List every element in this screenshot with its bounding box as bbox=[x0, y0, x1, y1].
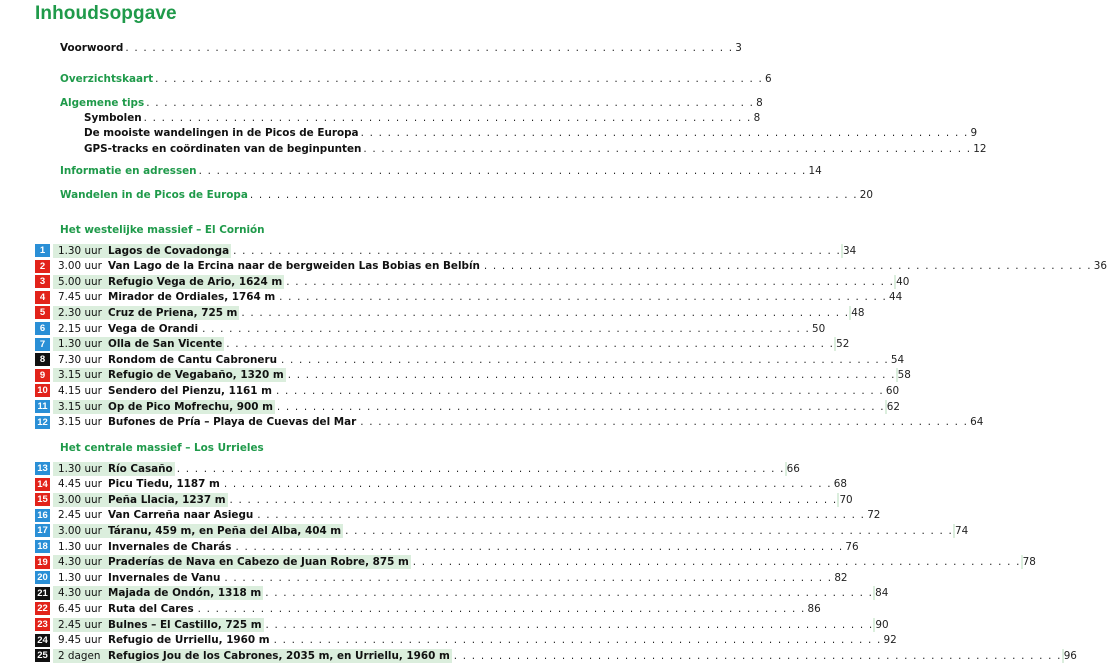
dot-leader: . . . . . . . . . . . . . . . . . . . . . . . . . . . . . . . . . . . . . . . . . . . . . . . . . . . . . . . . . . . . . . . . . . . . bbox=[273, 634, 882, 647]
route-name: Cruz de Priena, 725 m bbox=[108, 306, 238, 319]
route-band bbox=[53, 508, 880, 522]
route-row[interactable] bbox=[35, 368, 911, 383]
dot-leader: . . . . . . . . . . . . . . . . . . . . . . . . . . . . . . . . . . . . . . . . . . . . . . . . . . . . . . . . . . . . . . . . . . . . bbox=[363, 143, 972, 155]
route-row[interactable] bbox=[35, 259, 1107, 274]
route-page: 60 bbox=[885, 384, 900, 397]
route-band bbox=[53, 384, 899, 398]
route-duration: 4.45 uur bbox=[58, 478, 102, 491]
route-band bbox=[53, 337, 849, 351]
route-row[interactable] bbox=[35, 399, 901, 414]
route-row[interactable] bbox=[35, 274, 910, 289]
route-row[interactable] bbox=[35, 508, 881, 523]
route-band bbox=[53, 462, 800, 476]
dot-leader: . . . . . . . . . . . . . . . . . . . . . . . . . . . . . . . . . . . . . . . . . . . . . . . . . . . . . . . . . . . . . . . . . . . . bbox=[125, 42, 734, 54]
dot-leader: . . . . . . . . . . . . . . . . . . . . . . . . . . . . . . . . . . . . . . . . . . . . . . . . . . . . . . . . . . . . . . . . . . . . bbox=[202, 322, 810, 335]
route-band bbox=[53, 524, 968, 538]
dot-leader: . . . . . . . . . . . . . . . . . . . . . . . . . . . . . . . . . . . . . . . . . . . . . . . . . . . . . . . . . . . . . . . . . . . . bbox=[229, 493, 838, 506]
toc-entry-title: GPS-tracks en coördinaten van de beginpunten bbox=[84, 143, 362, 155]
toc-entry-title: Overzichtskaart bbox=[60, 73, 154, 85]
route-band bbox=[53, 571, 848, 585]
dot-leader: . . . . . . . . . . . . . . . . . . . . . . . . . . . . . . . . . . . . . . . . . . . . . . . . . . . . . . . . . . . . . . . . . . . . bbox=[223, 478, 832, 491]
route-number-badge: 2 bbox=[35, 260, 50, 273]
route-row[interactable] bbox=[35, 383, 900, 398]
toc-entry[interactable] bbox=[60, 40, 742, 55]
route-band bbox=[53, 244, 856, 258]
route-number-badge: 21 bbox=[35, 587, 50, 600]
toc-entry[interactable] bbox=[60, 163, 822, 178]
route-band bbox=[53, 259, 1107, 273]
route-number-badge: 11 bbox=[35, 400, 50, 413]
route-duration: 3.15 uur bbox=[58, 416, 102, 429]
route-duration: 1.30 uur bbox=[58, 338, 102, 351]
toc-entry-title: Wandelen in de Picos de Europa bbox=[60, 189, 248, 201]
route-name: Refugio de Vegabaño, 1320 m bbox=[108, 369, 284, 382]
dot-leader: . . . . . . . . . . . . . . . . . . . . . . . . . . . . . . . . . . . . . . . . . . . . . . . . . . . . . . . . . . . . . . . . . . . . bbox=[287, 369, 896, 382]
route-row[interactable] bbox=[35, 633, 897, 648]
dot-leader: . . . . . . . . . . . . . . . . . . . . . . . . . . . . . . . . . . . . . . . . . . . . . . . . . . . . . . . . . . . . . . . . . . . . bbox=[233, 244, 841, 257]
route-name: Mirador de Ordiales, 1764 m bbox=[108, 291, 276, 304]
route-duration: 9.45 uur bbox=[58, 634, 102, 647]
route-duration: 3.15 uur bbox=[58, 400, 102, 413]
route-name: Op de Pico Mofrechu, 900 m bbox=[108, 400, 273, 413]
route-number-badge: 25 bbox=[35, 649, 50, 662]
route-band bbox=[53, 275, 909, 289]
toc-entry-page: 9 bbox=[970, 127, 978, 139]
route-number-badge: 22 bbox=[35, 602, 50, 615]
dot-leader: . . . . . . . . . . . . . . . . . . . . . . . . . . . . . . . . . . . . . . . . . . . . . . . . . . . . . . . . . . . . . . . . . . . . bbox=[265, 618, 874, 631]
dot-leader: . . . . . . . . . . . . . . . . . . . . . . . . . . . . . . . . . . . . . . . . . . . . . . . . . . . . . . . . . . . . . . . . . . . . bbox=[279, 291, 888, 304]
dot-leader: . . . . . . . . . . . . . . . . . . . . . . . . . . . . . . . . . . . . . . . . . . . . . . . . . . . . . . . . . . . . . . . . . . . . bbox=[235, 540, 844, 553]
route-duration: 1.30 uur bbox=[58, 462, 102, 475]
route-page: 40 bbox=[896, 275, 910, 288]
route-row[interactable] bbox=[35, 555, 1036, 570]
route-number-badge: 3 bbox=[35, 275, 50, 288]
dot-leader: . . . . . . . . . . . . . . . . . . . . . . . . . . . . . . . . . . . . . . . . . . . . . . . . . . . . . . . . . . . . . . . . . . . . bbox=[275, 384, 884, 397]
route-duration: 2 dagen bbox=[58, 649, 101, 662]
route-page: 78 bbox=[1022, 556, 1036, 569]
route-number-badge: 15 bbox=[35, 493, 50, 506]
route-band bbox=[53, 493, 853, 507]
route-number-badge: 10 bbox=[35, 384, 50, 397]
route-duration: 3.15 uur bbox=[58, 369, 102, 382]
route-duration: 1.30 uur bbox=[58, 571, 102, 584]
dot-leader: . . . . . . . . . . . . . . . . . . . . . . . . . . . . . . . . . . . . . . . . . . . . . . . . . . . . . . . . . . . . . . . . . . . . bbox=[224, 571, 833, 584]
route-page: 62 bbox=[886, 400, 901, 413]
route-name: Refugios Jou de los Cabrones, 2035 m, en Urriellu, 1960 m bbox=[108, 649, 450, 662]
route-duration: 1.30 uur bbox=[58, 244, 102, 257]
route-band bbox=[53, 602, 821, 616]
route-row[interactable] bbox=[35, 337, 850, 352]
route-row[interactable] bbox=[35, 321, 826, 336]
dot-leader: . . . . . . . . . . . . . . . . . . . . . . . . . . . . . . . . . . . . . . . . . . . . . . . . . . . . . . . . . . . . . . . . . . . . bbox=[412, 556, 1021, 569]
toc-entry-page: 20 bbox=[859, 189, 873, 201]
route-duration: 4.30 uur bbox=[58, 587, 102, 600]
route-duration: 2.30 uur bbox=[58, 306, 102, 319]
route-band bbox=[53, 618, 889, 632]
toc-entry-title: Informatie en adressen bbox=[60, 165, 197, 177]
route-number-badge: 20 bbox=[35, 571, 50, 584]
route-row[interactable] bbox=[35, 352, 905, 367]
route-row[interactable] bbox=[35, 523, 969, 538]
route-number-badge: 17 bbox=[35, 524, 50, 537]
route-number-badge: 12 bbox=[35, 416, 50, 429]
route-duration: 4.30 uur bbox=[58, 556, 102, 569]
dot-leader: . . . . . . . . . . . . . . . . . . . . . . . . . . . . . . . . . . . . . . . . . . . . . . . . . . . . . . . . . . . . . . . . . . . . bbox=[360, 127, 969, 139]
route-page: 84 bbox=[875, 587, 889, 600]
route-row[interactable] bbox=[35, 492, 853, 507]
route-page: 54 bbox=[890, 353, 905, 366]
route-duration: 2.45 uur bbox=[58, 509, 102, 522]
route-page: 64 bbox=[970, 416, 984, 429]
section-heading: Het centrale massief – Los Urrieles bbox=[60, 442, 264, 454]
route-duration: 3.00 uur bbox=[58, 493, 102, 506]
route-duration: 6.45 uur bbox=[58, 602, 102, 615]
dot-leader: . . . . . . . . . . . . . . . . . . . . . . . . . . . . . . . . . . . . . . . . . . . . . . . . . . . . . . . . . . . . . . . . . . . . bbox=[257, 509, 866, 522]
route-row[interactable] bbox=[35, 415, 984, 430]
route-row[interactable] bbox=[35, 290, 903, 305]
route-number-badge: 24 bbox=[35, 634, 50, 647]
dot-leader: . . . . . . . . . . . . . . . . . . . . . . . . . . . . . . . . . . . . . . . . . . . . . . . . . . . . . . . . . . . . . . . . . . . . bbox=[241, 306, 850, 319]
route-page: 68 bbox=[833, 478, 847, 491]
dot-leader: . . . . . . . . . . . . . . . . . . . . . . . . . . . . . . . . . . . . . . . . . . . . . . . . . . . . . . . . . . . . . . . . . . . . bbox=[146, 97, 755, 109]
route-duration: 5.00 uur bbox=[58, 275, 102, 288]
route-duration: 3.00 uur bbox=[58, 260, 102, 273]
route-page: 36 bbox=[1093, 260, 1107, 273]
dot-leader: . . . . . . . . . . . . . . . . . . . . . . . . . . . . . . . . . . . . . . . . . . . . . . . . . . . . . . . . . . . . . . . . . . . . bbox=[453, 649, 1062, 662]
dot-leader: . . . . . . . . . . . . . . . . . . . . . . . . . . . . . . . . . . . . . . . . . . . . . . . . . . . . . . . . . . . . . . . . . . . . bbox=[286, 275, 895, 288]
dot-leader: . . . . . . . . . . . . . . . . . . . . . . . . . . . . . . . . . . . . . . . . . . . . . . . . . . . . . . . . . . . . . . . . . . . . bbox=[155, 73, 764, 85]
route-duration: 4.15 uur bbox=[58, 384, 102, 397]
route-number-badge: 1 bbox=[35, 244, 50, 257]
route-duration: 2.15 uur bbox=[58, 322, 102, 335]
route-number-badge: 18 bbox=[35, 540, 50, 553]
route-name: Refugio Vega de Ario, 1624 m bbox=[108, 275, 283, 288]
route-page: 72 bbox=[867, 509, 881, 522]
route-row[interactable] bbox=[35, 477, 847, 492]
route-band bbox=[53, 353, 904, 367]
route-page: 66 bbox=[786, 462, 800, 475]
route-number-badge: 14 bbox=[35, 478, 50, 491]
route-name: Van Lago de la Ercina naar de bergweiden Las Bobias en Belbín bbox=[108, 260, 480, 273]
route-name: Praderías de Nava en Cabezo de Juan Robre, 875 m bbox=[108, 556, 409, 569]
route-page: 70 bbox=[839, 493, 853, 506]
toc-entry[interactable] bbox=[84, 141, 987, 156]
route-page: 74 bbox=[955, 524, 969, 537]
route-duration: 7.30 uur bbox=[58, 353, 102, 366]
route-band bbox=[53, 415, 983, 429]
route-band bbox=[53, 290, 902, 304]
route-band bbox=[53, 368, 911, 382]
route-duration: 1.30 uur bbox=[58, 540, 102, 553]
route-page: 48 bbox=[851, 306, 865, 319]
route-row[interactable] bbox=[35, 539, 859, 554]
route-name: Río Casaño bbox=[108, 462, 173, 475]
toc-entry[interactable] bbox=[60, 95, 763, 110]
toc-entry[interactable] bbox=[84, 125, 978, 140]
route-number-badge: 19 bbox=[35, 556, 50, 569]
route-number-badge: 7 bbox=[35, 338, 50, 351]
toc-entry[interactable] bbox=[60, 187, 873, 202]
route-name: Majada de Ondón, 1318 m bbox=[108, 587, 262, 600]
route-band bbox=[53, 586, 888, 600]
route-band bbox=[53, 306, 865, 320]
route-number-badge: 23 bbox=[35, 618, 50, 631]
toc-entry-title: Voorwoord bbox=[60, 42, 124, 54]
dot-leader: . . . . . . . . . . . . . . . . . . . . . . . . . . . . . . . . . . . . . . . . . . . . . . . . . . . . . . . . . . . . . . . . . . . . bbox=[249, 189, 858, 201]
dot-leader: . . . . . . . . . . . . . . . . . . . . . . . . . . . . . . . . . . . . . . . . . . . . . . . . . . . . . . . . . . . . . . . . . . . . bbox=[198, 165, 807, 177]
route-duration: 7.45 uur bbox=[58, 291, 102, 304]
route-page: 52 bbox=[836, 338, 850, 351]
route-name: Sendero del Pienzu, 1161 m bbox=[108, 384, 272, 397]
route-row[interactable] bbox=[35, 305, 865, 320]
route-name: Peña Llacia, 1237 m bbox=[108, 493, 226, 506]
toc-entry-title: Algemene tips bbox=[60, 97, 145, 109]
route-number-badge: 5 bbox=[35, 306, 50, 319]
dot-leader: . . . . . . . . . . . . . . . . . . . . . . . . . . . . . . . . . . . . . . . . . . . . . . . . . . . . . . . . . . . . . . . . . . . . bbox=[360, 416, 969, 429]
route-number-badge: 8 bbox=[35, 353, 50, 366]
dot-leader: . . . . . . . . . . . . . . . . . . . . . . . . . . . . . . . . . . . . . . . . . . . . . . . . . . . . . . . . . . . . . . . . . . . . bbox=[197, 602, 806, 615]
section-heading: Het westelijke massief – El Cornión bbox=[60, 224, 265, 236]
route-name: Táranu, 459 m, en Peña del Alba, 404 m bbox=[108, 524, 342, 537]
route-page: 58 bbox=[897, 369, 911, 382]
dot-leader: . . . . . . . . . . . . . . . . . . . . . . . . . . . . . . . . . . . . . . . . . . . . . . . . . . . . . . . . . . . . . . . . . . . . bbox=[280, 353, 889, 366]
route-name: Bulnes – El Castillo, 725 m bbox=[108, 618, 262, 631]
route-band bbox=[53, 649, 1077, 663]
toc-entry-page: 6 bbox=[765, 73, 772, 85]
route-number-badge: 4 bbox=[35, 291, 50, 304]
toc-entry-page: 14 bbox=[808, 165, 822, 177]
route-page: 50 bbox=[811, 322, 826, 335]
dot-leader: . . . . . . . . . . . . . . . . . . . . . . . . . . . . . . . . . . . . . . . . . . . . . . . . . . . . . . . . . . . . . . . . . . . . bbox=[143, 112, 752, 124]
route-number-badge: 13 bbox=[35, 462, 50, 475]
route-row[interactable] bbox=[35, 617, 889, 632]
route-row[interactable] bbox=[35, 586, 889, 601]
route-row[interactable] bbox=[35, 601, 821, 616]
toc-entry-page: 8 bbox=[756, 97, 763, 109]
route-band bbox=[53, 400, 900, 414]
toc-entry-title: De mooiste wandelingen in de Picos de Europa bbox=[84, 127, 359, 139]
toc-entry-page: 12 bbox=[973, 143, 987, 155]
route-row[interactable] bbox=[35, 461, 800, 476]
route-row[interactable] bbox=[35, 243, 857, 258]
route-name: Bufones de Pría – Playa de Cuevas del Mar bbox=[108, 416, 357, 429]
toc-entry-title: Symbolen bbox=[84, 112, 142, 124]
route-name: Invernales de Charás bbox=[108, 540, 232, 553]
route-band bbox=[53, 540, 859, 554]
route-row[interactable] bbox=[35, 570, 848, 585]
route-page: 76 bbox=[845, 540, 859, 553]
toc-entry[interactable] bbox=[84, 110, 761, 125]
route-name: Refugio de Urriellu, 1960 m bbox=[108, 634, 270, 647]
route-name: Vega de Orandi bbox=[108, 322, 199, 335]
toc-entry[interactable] bbox=[60, 71, 772, 86]
dot-leader: . . . . . . . . . . . . . . . . . . . . . . . . . . . . . . . . . . . . . . . . . . . . . . . . . . . . . . . . . . . . . . . . . . . . bbox=[226, 338, 835, 351]
route-row[interactable] bbox=[35, 648, 1077, 663]
route-duration: 2.45 uur bbox=[58, 618, 102, 631]
route-band bbox=[53, 322, 825, 336]
toc-entry-page: 3 bbox=[735, 42, 742, 54]
dot-leader: . . . . . . . . . . . . . . . . . . . . . . . . . . . . . . . . . . . . . . . . . . . . . . . . . . . . . . . . . . . . . . . . . . . . bbox=[483, 260, 1092, 273]
route-page: 92 bbox=[883, 634, 897, 647]
route-band bbox=[53, 477, 847, 491]
toc-entry-page: 8 bbox=[753, 112, 761, 124]
route-page: 82 bbox=[834, 571, 848, 584]
route-name: Olla de San Vicente bbox=[108, 338, 223, 351]
dot-leader: . . . . . . . . . . . . . . . . . . . . . . . . . . . . . . . . . . . . . . . . . . . . . . . . . . . . . . . . . . . . . . . . . . . . bbox=[345, 524, 954, 537]
route-number-badge: 9 bbox=[35, 369, 50, 382]
route-page: 86 bbox=[807, 602, 821, 615]
dot-leader: . . . . . . . . . . . . . . . . . . . . . . . . . . . . . . . . . . . . . . . . . . . . . . . . . . . . . . . . . . . . . . . . . . . . bbox=[265, 587, 874, 600]
route-name: Van Carreña naar Asiegu bbox=[108, 509, 254, 522]
route-page: 34 bbox=[842, 244, 857, 257]
route-name: Picu Tiedu, 1187 m bbox=[108, 478, 220, 491]
route-duration: 3.00 uur bbox=[58, 524, 102, 537]
route-band bbox=[53, 555, 1036, 569]
page-title: Inhoudsopgave bbox=[35, 3, 177, 24]
route-band bbox=[53, 633, 897, 647]
dot-leader: . . . . . . . . . . . . . . . . . . . . . . . . . . . . . . . . . . . . . . . . . . . . . . . . . . . . . . . . . . . . . . . . . . . . bbox=[276, 400, 885, 413]
route-name: Rondom de Cantu Cabroneru bbox=[108, 353, 277, 366]
route-page: 44 bbox=[889, 291, 903, 304]
route-name: Lagos de Covadonga bbox=[108, 244, 230, 257]
route-number-badge: 16 bbox=[35, 509, 50, 522]
route-name: Ruta del Cares bbox=[108, 602, 194, 615]
dot-leader: . . . . . . . . . . . . . . . . . . . . . . . . . . . . . . . . . . . . . . . . . . . . . . . . . . . . . . . . . . . . . . . . . . . . bbox=[176, 462, 785, 475]
route-number-badge: 6 bbox=[35, 322, 50, 335]
route-name: Invernales de Vanu bbox=[108, 571, 221, 584]
route-page: 96 bbox=[1063, 649, 1077, 662]
route-page: 90 bbox=[875, 618, 889, 631]
